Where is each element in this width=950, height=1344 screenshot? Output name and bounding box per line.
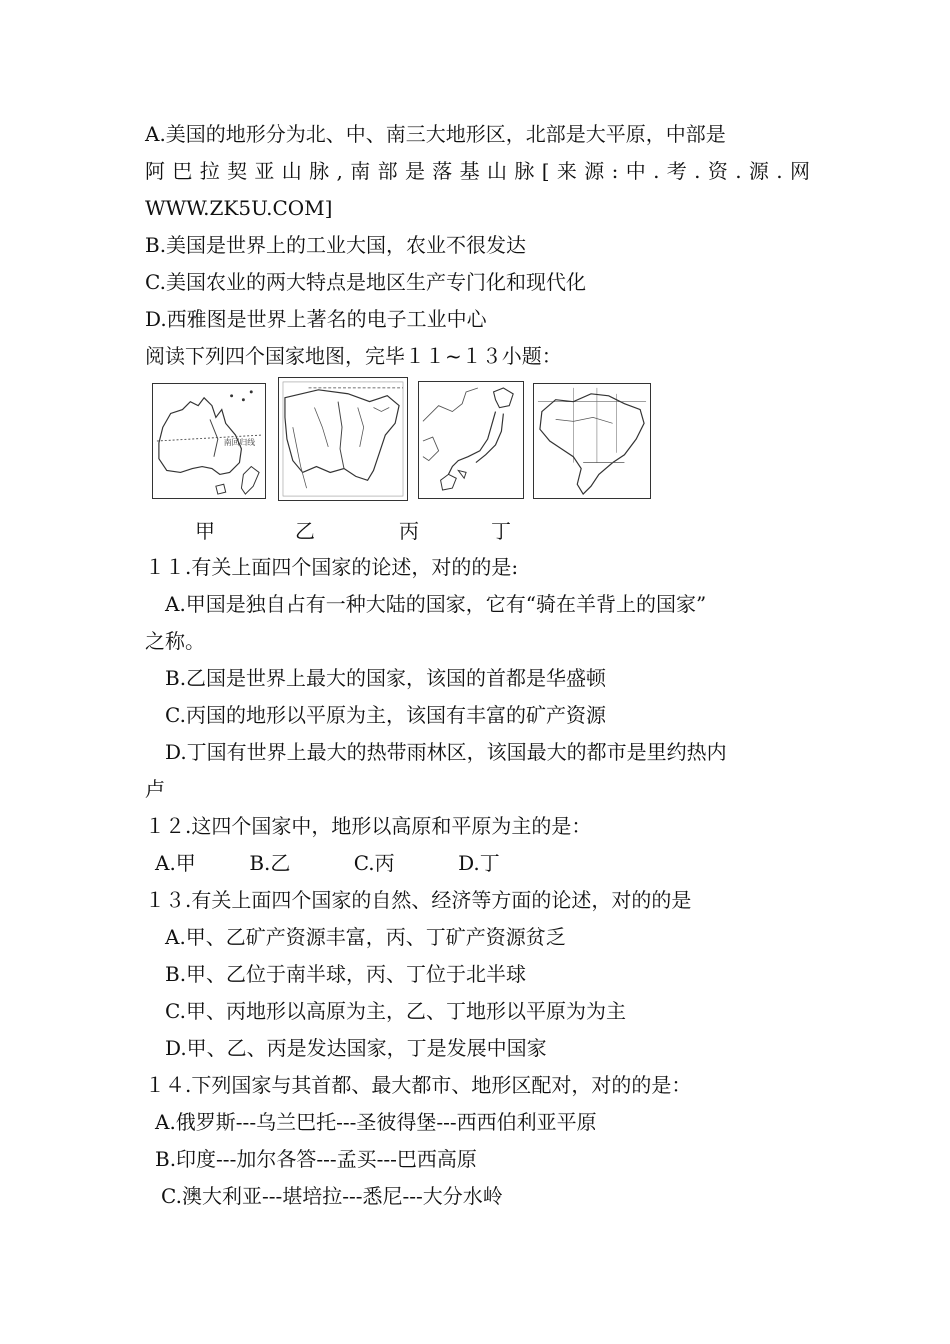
brazil-map-drawing bbox=[534, 384, 650, 498]
map-label-jia: 甲 bbox=[195, 519, 215, 543]
map-jia-australia bbox=[152, 383, 266, 499]
q12-option-c: C.丙 bbox=[353, 851, 395, 875]
q14-option-a: A.俄罗斯---乌兰巴托---圣彼得堡---西西伯利亚平原 bbox=[155, 1110, 597, 1134]
q12-option-b: B.乙 bbox=[249, 851, 291, 875]
map-label-bing: 丙 bbox=[399, 519, 419, 543]
q11-stem: １１.有关上面四个国家的论述，对的的是: bbox=[145, 555, 519, 579]
country-maps bbox=[145, 377, 810, 509]
map-label-yi: 乙 bbox=[295, 519, 315, 543]
map-labels bbox=[145, 509, 810, 549]
q12-option-a: A.甲 bbox=[155, 851, 196, 875]
q13-option-b: B.甲、乙位于南半球，丙、丁位于北半球 bbox=[165, 962, 527, 986]
q12-option-d: D.丁 bbox=[458, 851, 500, 875]
q11-option-d1: D.丁国有世界上最大的热带雨林区，该国最大的都市是里约热内 bbox=[165, 740, 727, 764]
q11-option-a2: 之称。 bbox=[145, 629, 205, 653]
q13-option-a: A.甲、乙矿产资源丰富，丙、丁矿产资源贫乏 bbox=[165, 925, 566, 949]
option-line-a1: A.美国的地形分为北、中、南三大地形区，北部是大平原，中部是 bbox=[145, 122, 726, 146]
map-ding-brazil bbox=[533, 383, 651, 499]
option-line-b: B.美国是世界上的工业大国，农业不很发达 bbox=[145, 233, 527, 257]
q13-option-c: C.甲、丙地形以高原为主，乙、丁地形以平原为为主 bbox=[165, 999, 626, 1023]
q11-option-b: B.乙国是世界上最大的国家，该国的首都是华盛顿 bbox=[165, 666, 607, 690]
map-bing-japan bbox=[418, 381, 524, 499]
q11-option-a1: A.甲国是独自占有一种大陆的国家，它有“骑在羊背上的国家” bbox=[165, 592, 707, 616]
q13-stem: １３.有关上面四个国家的自然、经济等方面的论述，对的的是 bbox=[145, 888, 692, 912]
option-line-d: D.西雅图是世界上著名的电子工业中心 bbox=[145, 307, 487, 331]
japan-map-drawing bbox=[419, 382, 523, 498]
q14-option-c: C.澳大利亚---堪培拉---悉尼---大分水岭 bbox=[161, 1184, 503, 1208]
australia-map-drawing bbox=[153, 384, 265, 498]
document-page bbox=[145, 116, 810, 1215]
usa-map-drawing bbox=[279, 378, 407, 500]
tropic-label: 南回归线 bbox=[223, 437, 256, 447]
q11-option-c: C.丙国的地形以平原为主，该国有丰富的矿产资源 bbox=[165, 703, 606, 727]
q12-stem: １２.这四个国家中，地形以高原和平原为主的是： bbox=[145, 814, 592, 838]
q14-stem: １４.下列国家与其首都、最大都市、地形区配对，对的的是： bbox=[145, 1073, 692, 1097]
map-label-ding: 丁 bbox=[491, 519, 511, 543]
q14-option-b: B.印度---加尔各答---孟买---巴西高原 bbox=[155, 1147, 477, 1171]
map-yi-usa bbox=[278, 377, 408, 501]
option-line-c: C.美国农业的两大特点是地区生产专门化和现代化 bbox=[145, 270, 586, 294]
q13-option-d: D.甲、乙、丙是发达国家，丁是发展中国家 bbox=[165, 1036, 547, 1060]
reading-instruction: 阅读下列四个国家地图，完毕１１~１３小题： bbox=[145, 344, 562, 368]
q11-option-d2: 卢 bbox=[145, 777, 165, 801]
option-line-a3: WWW.ZK5U.COM] bbox=[145, 196, 333, 220]
option-line-a2: 阿巴拉契亚山脉,南部是落基山脉[来源:中.考.资.源.网 bbox=[145, 159, 810, 183]
q12-options bbox=[145, 845, 810, 882]
